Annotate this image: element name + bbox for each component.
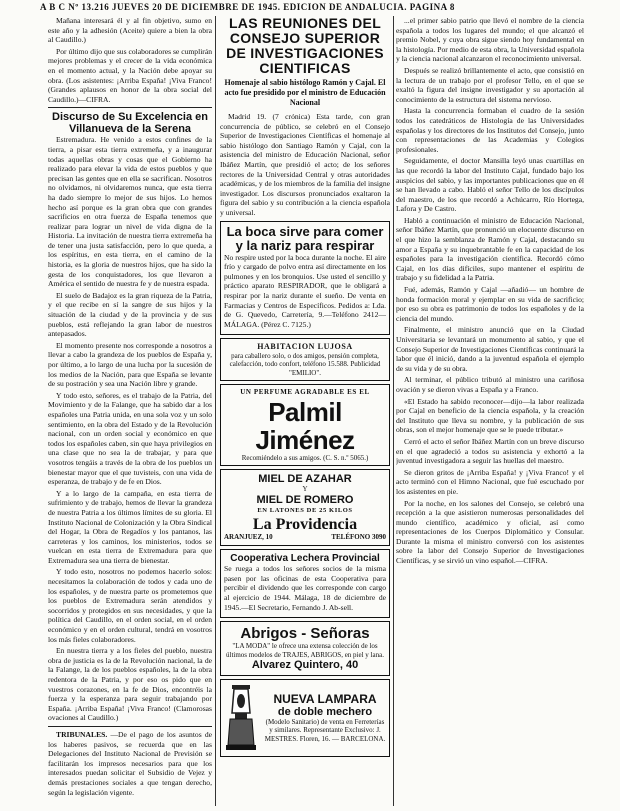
ad-miel-address: ARANJUEZ, 10: [224, 532, 273, 541]
column-right: [396, 16, 584, 806]
article-continuation: Por la noche, en los salones del Consejo, se celebró una recepción a la que asistieron numerosas personalidades del mundo científico, académico y oficial, así como representaciones de los Cuerpos Diplomático y Consular. Durante la misma el ministro conversó con los asistentes sobre la labor del Consejo Superior de Investigaciones Científicas, y se sirvió un vino español.—CIFRA.: [396, 498, 584, 566]
ad-lampara-title2: de doble mechero: [277, 705, 373, 718]
ad-boca-title: La boca sirve para comer y la nariz para respirar: [226, 223, 384, 253]
article-continuation: Seguidamente, el doctor Mansilla leyó unas cuartillas en las que recordó la labor del Instituto Cajal, fundado bajo los auspicios del sabio, y las importantes publicaciones que en él se han llevado a cabo. Habló el señor Tello de los discípulos del maestro, de los que recordó a Achúcarro, Río Hortega, Lafora y De Castro.: [396, 156, 584, 214]
ad-abrigos-address: Alvarez Quintero, 40: [251, 659, 359, 672]
article-continuation: Habló a continuación el ministro de Educación Nacional, señor Ibáñez Martín, que pronunció un elocuente discurso en el que hizo la semblanza de Ramón y Cajal, destacando su amor a España y su inquebrantable fe en la capacidad de los españoles para la investigación científica. Recordó cómo Cajal, en los días difíciles, supo mantener el espíritu de trabajo y su fidelidad a la Patria.: [396, 215, 584, 283]
ad-miel-footer: [224, 533, 386, 543]
divider: [48, 107, 212, 108]
article-continuation: Finalmente, el ministro anunció que en la Ciudad Universitaria se levantará un monumento al sabio, y que el Consejo Superior de Investigaciones Científicas continuará la labor que él inició, dando a la juventud española el ejemplo de su vida y de su obra.: [396, 325, 584, 373]
ad-cooperativa-title: Cooperativa Lechera Provincial: [230, 553, 380, 565]
ad-miel-brand: La Providencia: [252, 515, 358, 533]
ad-lampara-body: (Modelo Sanitario) de venta en Ferreterías y similares. Representante Exclusivo: J. MESTRES. Floren, 16. — BARCELONA.: [264, 717, 386, 743]
ad-lampara-title1: NUEVA LAMPARA: [273, 691, 377, 706]
ad-cooperativa-body: Se ruega a todos los señores socios de la misma pasen por las oficinas de esta Cooperativa para percibir el dividendo que les corresponde con cargo al ejercicio de 1944. Málaga, 18 de diciembre de 1945.—El Secretario, Fernando J. Ab-sell.: [224, 564, 386, 612]
ad-palmil-name: Palmil Jiménez: [255, 396, 355, 455]
page-header: A B C Nº 13.216 JUEVES 20 DE DICIEMBRE DE 1945. EDICION DE ANDALUCIA. PAGINA 8: [40, 2, 455, 12]
article-body: Madrid 19. (7 crónica) Esta tarde, con gran concurrencia de público, se celebró en el Consejo Superior de Investigaciones Científicas el homenaje al sabio histólogo don Santiago Ramón y Cajal, con la asistencia del ministro de Educación Nacional, señor Ibáñez Martín, que presidió el acto; de los señores rectores de la Universidad Central y otras autoridades académicas, y de los miembros de la familia del insigne investigador. Los discursos pronunciados exaltaron la figura del sabio y su contribución a la ciencia española y universal.: [220, 112, 390, 217]
speech-paragraph: Y todo esto, nosotros no podemos hacerlo solos: necesitamos la colaboración de todos y cada uno de los españoles, y de nuestra parte os prometemos que los pueblos de Extremadura serán atendidos y socorridos y protegidos en sus necesidades, y que la política del Caudillo, en el orden social, en el orden económico y en el orden cultural, tendrá en vosotros los más fieles colaboradores.: [48, 567, 212, 644]
notice-paragraph: [48, 730, 212, 797]
ad-miel-phone: TELÉFONO 3090: [331, 532, 386, 541]
column-rule: [393, 16, 394, 806]
article-continuation: Fué, además, Ramón y Cajal —añadió— un hombre de honda formación moral y ejemplar en su vida de sacrificio; por eso su obra es patrimonio de todos los españoles y de la ciencia del mundo.: [396, 285, 584, 323]
ad-lampara: [220, 679, 390, 757]
lamp-icon: [224, 683, 258, 753]
ad-palmil-footer: Recomiéndelo a sus amigos. (C. S. n.º 5065.): [241, 453, 369, 462]
ad-habitacion-title: HABITACION LUJOSA: [257, 342, 353, 352]
ad-miel-line3: MIEL DE ROMERO: [256, 493, 354, 506]
article-continuation: ...el primer sabio patrio que llevó el nombre de la ciencia española a todos los lugares del mundo; el que alcanzó el premio Nobel, y cuya obra sigue siendo hoy fundamental en la histología. Por medio de esta obra, la Universidad española y la ciencia nacional alcanzaron el reconocimiento universal.: [396, 16, 584, 64]
speech-paragraph: Estremadura. He venido a estos confines de la tierra, a pisar esta tierra extremeña, y a inaugurar todas aquellas obras y cosas que el Gobierno ha realizado para elevar la vida de estos pueblos y que precisan las gentes que en ella se sacrifican. Nosotros no olvidamos, ni olvidaremos nunca, que esta tierra ha dado siempre lo mejor de sus hijos. Lo hemos hecho así porque es la gran obra que con grandes sacrificios en otra fuerza de España tenemos que realizar para lograr un nivel de vida digna de la Historia. La invitación de nuestra tierra extremeña ha de tener una justa satisfacción, pero lo que queda, a los espíritus, en esta tierra, en el camino de la historia, es la gloria de nuestros hijos, que ha sido la gesta de los conquistadores, los que llevaron a América el sentido de nuestra fe y de nuestra espada.: [48, 135, 212, 289]
article-title: LAS REUNIONES DEL CONSEJO SUPERIOR DE INVESTIGACIONES CIENTIFICAS: [226, 16, 384, 76]
article-subtitle: Homenaje al sabio histólogo Ramón y Cajal. El acto fue presidido por el ministro de Educación Nacional: [224, 78, 386, 107]
ad-miel-line1: MIEL DE AZAHAR: [258, 473, 352, 486]
ad-palmil: [220, 384, 390, 466]
ad-miel-line2: Y: [302, 485, 308, 494]
article-continuation: Después se realizó brillantemente el acto, que consistió en la lectura de un trabajo por el profesor Tello, en el que se exaltó la figura del insigne investigador y su aportación al conocimiento de la estructura del sistema nervioso.: [396, 65, 584, 104]
ad-boca: [220, 221, 390, 336]
ad-lampara-text: [264, 693, 386, 744]
ad-cooperativa: [220, 549, 390, 618]
ad-abrigos: [220, 621, 390, 676]
ad-miel-line4: EN LATONES DE 25 KILOS: [257, 506, 353, 514]
article-continuation: Al terminar, el público tributó al ministro una cariñosa ovación y se dieron vivas a España y a Franco.: [396, 375, 584, 394]
ad-abrigos-title: Abrigos - Señoras: [240, 625, 370, 643]
column-left: [48, 16, 212, 806]
speech-paragraph: Y a lo largo de la campaña, en esta tierra de sufrimiento y de trabajo, hemos de llevar la grandeza de nuestra Patria a los últimos límites de su gloria. El Instituto Nacional de Colonización y la Obra Sindical del Hogar, la Obra de Regadíos y los pantanos, las carreteras y los caminos, los ministerios, todos se vuelcan en esta tierra de Extremadura para que Extremadura sea una tierra de bienestar.: [48, 488, 212, 565]
ad-habitacion-body: para caballero solo, o dos amigos, pensión completa, calefacción, todo confort, teléfono 15.588. Publicidad "EMILIO".: [229, 351, 381, 377]
intro-paragraph: Mañana interesará él y al fin objetivo, sumo en este año y la adhesión (Aceite) quiere a bien la obra al Caudillo.): [48, 16, 212, 45]
speech-paragraph: En nuestra tierra y a los fieles del pueblo, nuestra obra de justicia es la de la Revolución nacional, la de la Falange, la de los pueblos españoles, la de la obra redentora de la Patria, y por eso os pido que en vuestros corazones, en la fe de Dios, encontréis la fuerza y la esperanza para seguir trabajando por España. ¡Arriba España! ¡Viva Franco! (Clamorosas ovaciones al Caudillo.): [48, 646, 212, 723]
divider: [48, 726, 212, 727]
speech-paragraph: El momento presente nos corresponde a nosotros a llevar a cabo la grandeza de los pueblos de España y, por último, a lo largo de una lucha por la sucesión de los medios de la Nación, para que España se levante de su postración y sea una Nación libre y grande.: [48, 340, 212, 389]
ad-boca-body: No respire usted por la boca durante la noche. El aire frío y cargado de polvo entra así directamente en los pulmones y en los bronquios. Use usted el sencillo y práctico aparato RESPIRADOR, que le obligará a respirar por la nariz durante el sueño. De venta en Farmacias y Centros de Específicos. Pedidos a: Lda. de G. Quevedo, Carretería, 9.—Teléfono 2412—MÁLAGA. (Pérez C. 7125.): [224, 252, 386, 329]
ad-palmil-top: UN PERFUME AGRADABLE ES EL: [240, 388, 370, 397]
ad-habitacion: [220, 338, 390, 381]
intro-paragraph: Por último dijo que sus colaboradores se cumplirán mejores problemas y el crecer de la vida económica en el momento actual, y la Nación debe apoyar su obra. (Los asistentes: ¡Arriba España! ¡Viva Franco! (Grandes aplausos en honor de la obra social del Caudillo.)—CIFRA.: [48, 46, 212, 104]
ad-abrigos-body: "LA MODA" le ofrece una extensa colección de los últimos modelos de TRAJES, ABRIGOS, en piel y lana.: [226, 642, 384, 659]
speech-paragraph: Y todo esto, señores, es el trabajo de la Patria, del Movimiento y de la Falange, que ha sabido dar a los españoles una Patria unida, en una sola voz y un solo sentimiento, en la obra del Estado y de la Revolución nacional, con un orden social y económico en que todos los españoles caben, sin que haya privilegios en una clase que no sea la de trabajar, y para que vosotros tengáis a través de la obra de los pueblos un bienestar mayor que el que tuvisteis, con una vida de esperanza, de trabajo y de fe en Dios.: [48, 390, 212, 487]
article-continuation: Hasta la concurrencia formaban el cuadro de la sesión todos los catedráticos de Histología de las Universidades españolas y los directores de los Institutos del Consejo, junto con representaciones de las Academias y Colegios profesionales.: [396, 106, 584, 154]
ad-miel: [220, 469, 390, 546]
article-continuation: Cerró el acto el señor Ibáñez Martín con un breve discurso en el que agradeció a todos su asistencia y exhortó a la juventud investigadora a seguir las huellas del maestro.: [396, 436, 584, 466]
notice-title: TRIBUNALES.: [56, 729, 108, 739]
notice-body: —De el pago de los asuntos de los haberes pasivos, se recuerda que en las Delegaciones del Instituto Nacional de Previsión se facilitarán los impresos necesarios para que los interesados puedan solicitar el Subsidio de Vejez y demás prestaciones sociales a que tengan derecho, según la legislación vigente.: [48, 729, 212, 797]
column-rule: [215, 16, 216, 806]
column-center: [220, 16, 390, 806]
speech-paragraph: El suelo de Badajoz es la gran riqueza de la Patria, y el que recibe en sí la sangre de sus hijos y la situación de la ciudad y de la provincia y de sus pueblos, está reflejando la gran labor de nuestros antepasados.: [48, 290, 212, 339]
speech-headline: Discurso de Su Excelencia en Villanueva de la Serena: [52, 111, 208, 136]
article-continuation: «El Estado ha sabido reconocer—dijo—la labor realizada por Cajal en beneficio de la ciencia española, y la creación del Instituto que lleva su nombre, y la publicación de sus obras, son el mejor homenaje que se le puede tributar.»: [396, 396, 584, 435]
article-continuation: Se dieron gritos de ¡Arriba España! y ¡Viva Franco! y el acto terminó con el Himno Nacional, que fué escuchado por los asistentes en pie.: [396, 467, 584, 496]
